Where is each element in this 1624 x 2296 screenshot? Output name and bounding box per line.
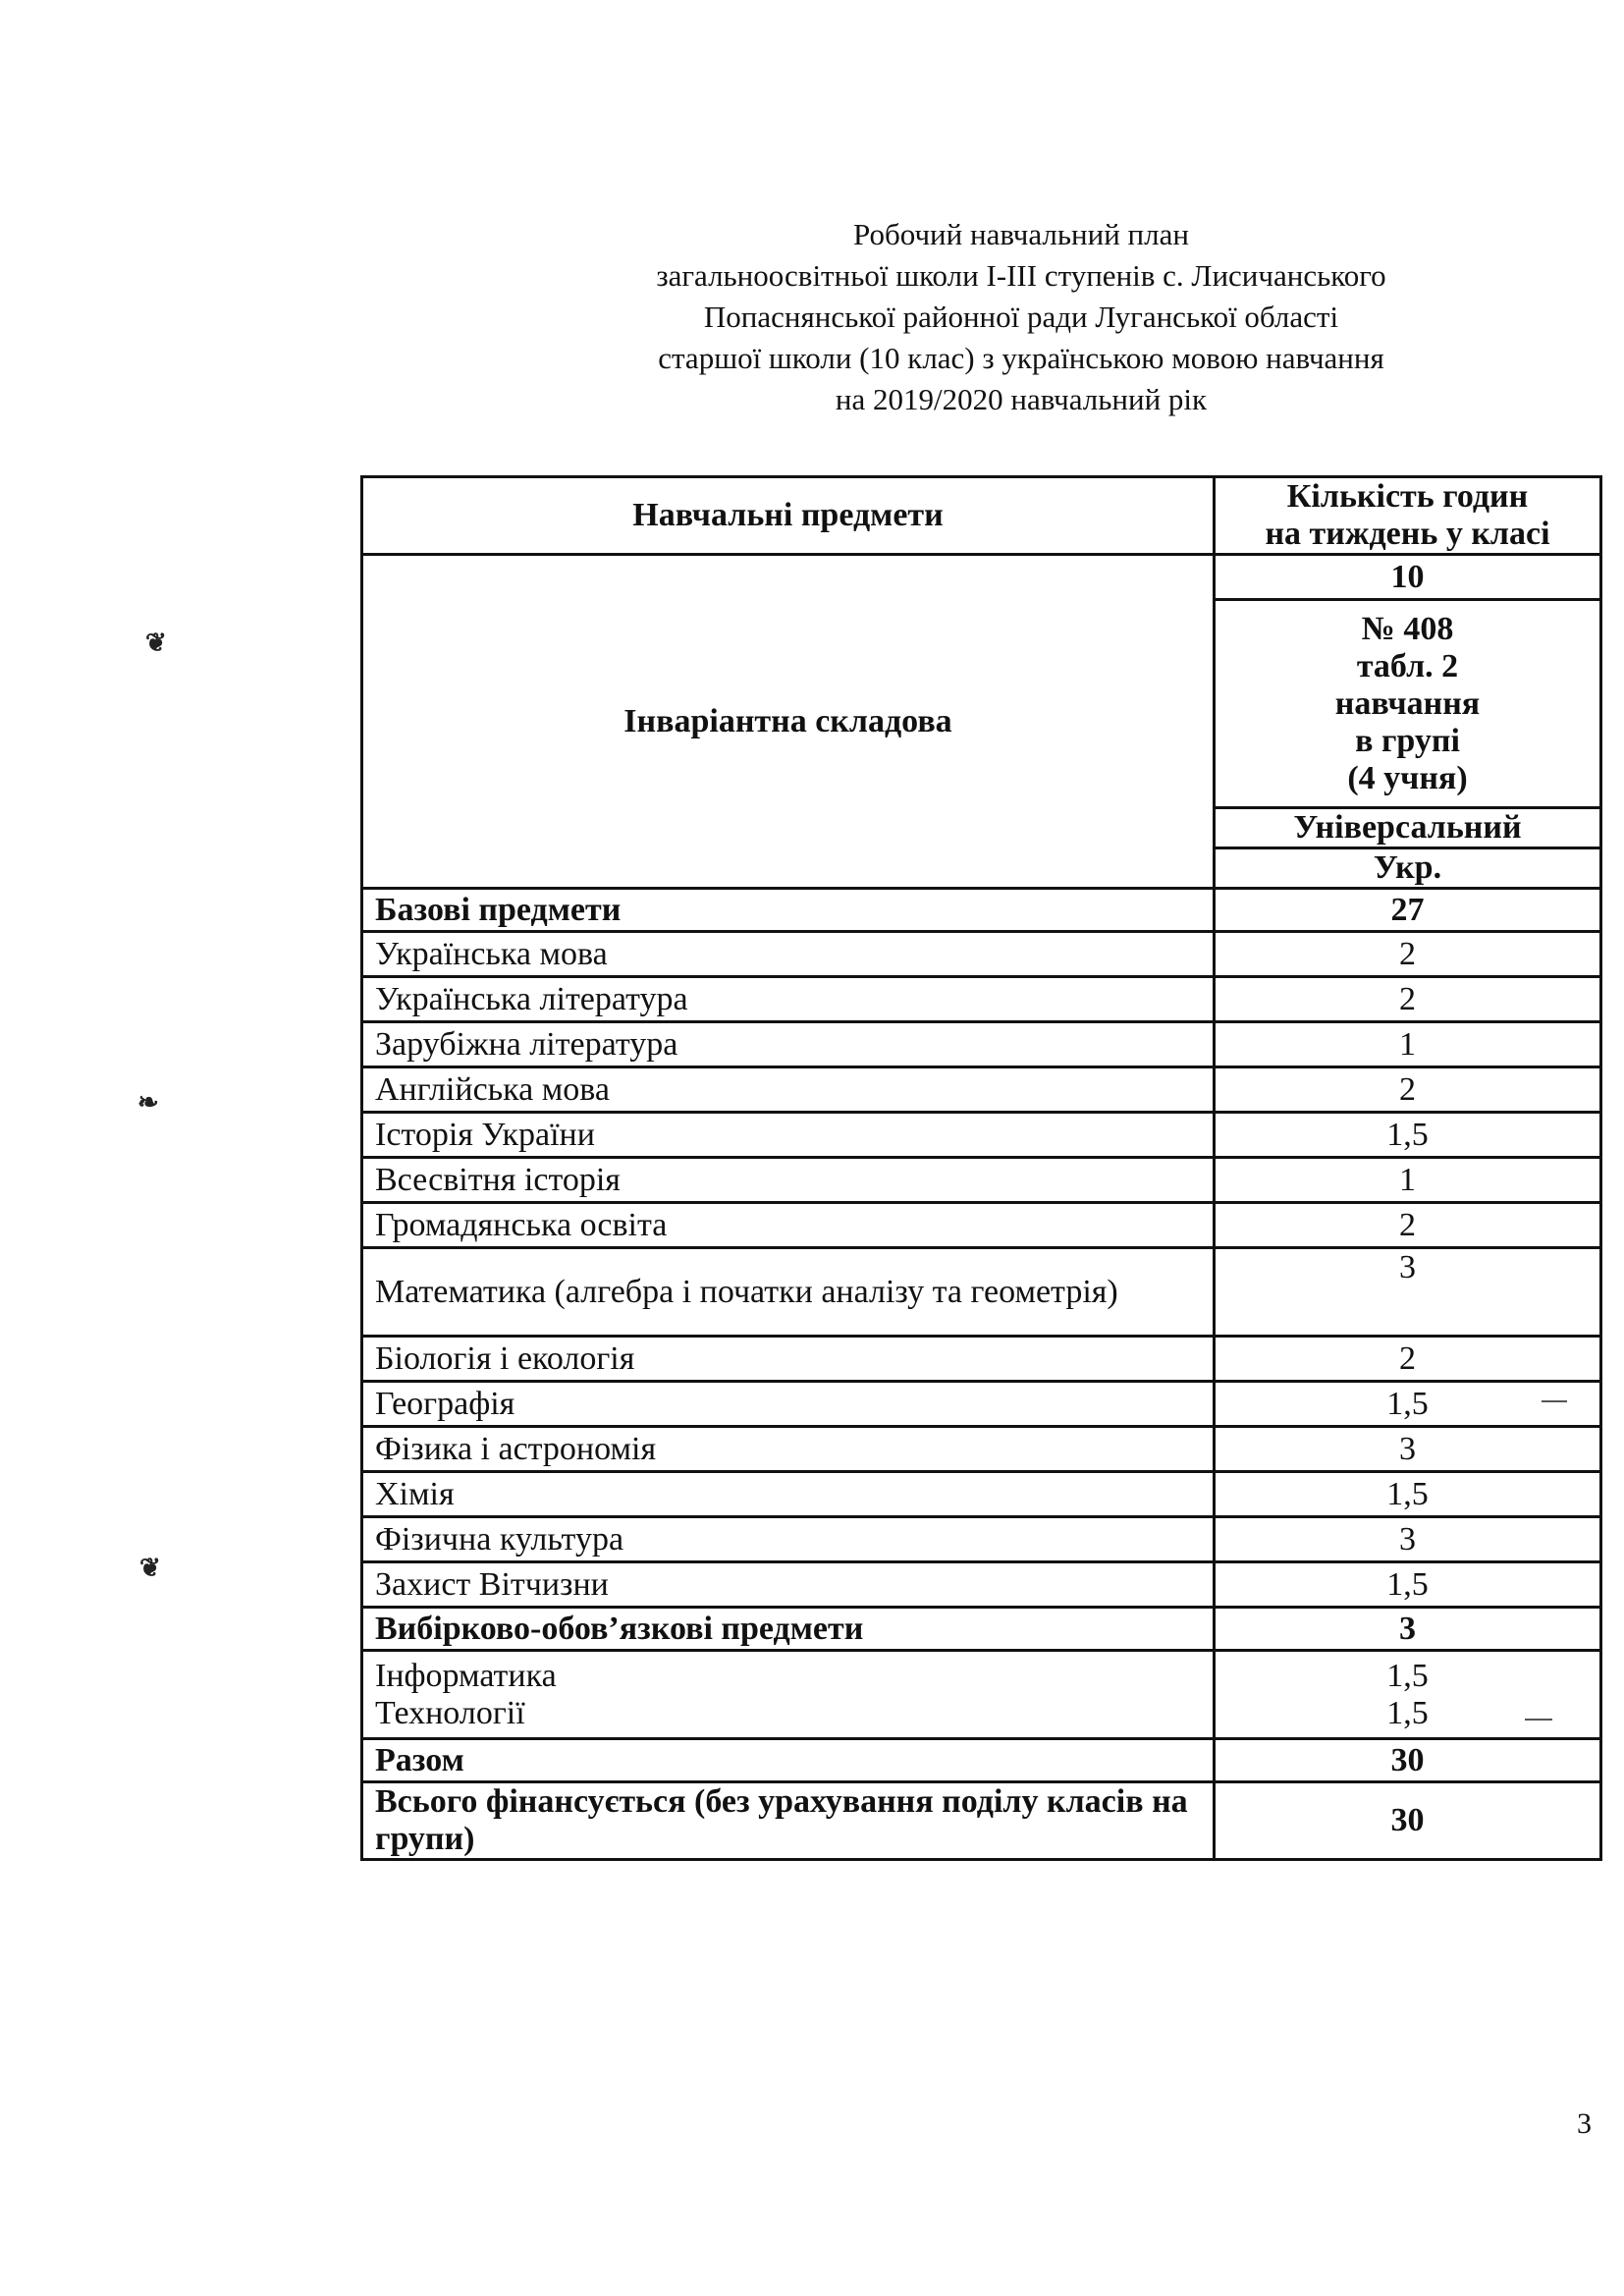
subject-hours: 1 bbox=[1215, 1022, 1601, 1067]
subject-row bbox=[362, 1113, 1601, 1158]
subject-hours: 3 bbox=[1215, 1517, 1601, 1562]
elective-name-2: Технології bbox=[375, 1694, 525, 1731]
order-line-2: табл. 2 bbox=[1356, 647, 1459, 684]
header-hours-line-1: Кількість годин bbox=[1286, 478, 1529, 515]
subject-row bbox=[362, 1517, 1601, 1562]
subject-row bbox=[362, 1562, 1601, 1608]
subject-hours: 2 bbox=[1215, 1203, 1601, 1248]
subject-row bbox=[362, 932, 1601, 977]
subject-hours: 2 bbox=[1215, 1067, 1601, 1113]
elective-subjects-total: 3 bbox=[1215, 1608, 1601, 1651]
subject-hours: 3 bbox=[1215, 1427, 1601, 1472]
subject-row bbox=[362, 977, 1601, 1022]
title-line-4: старшої школи (10 клас) з українською мовою навчання bbox=[658, 341, 1384, 375]
elective-hours-1: 1,5 bbox=[1386, 1657, 1429, 1694]
subject-name: Зарубіжна література bbox=[362, 1022, 1215, 1067]
subject-hours: 1 bbox=[1215, 1158, 1601, 1203]
page-number: 3 bbox=[1577, 2107, 1592, 2140]
subject-hours: 2 bbox=[1215, 977, 1601, 1022]
subject-row bbox=[362, 1203, 1601, 1248]
title-line-2: загальноосвітньої школи І-ІІІ ступенів с. Лисичанського bbox=[656, 258, 1386, 293]
header-hours bbox=[1215, 477, 1601, 555]
title-line-3: Попаснянської районної ради Луганської області bbox=[703, 300, 1339, 334]
subject-name: Англійська мова bbox=[362, 1067, 1215, 1113]
subject-row bbox=[362, 1067, 1601, 1113]
subject-row bbox=[362, 1158, 1601, 1203]
subject-name: Українська мова bbox=[362, 932, 1215, 977]
pencil-tick bbox=[1525, 1719, 1552, 1721]
subject-name: Математика (алгебра і початки аналізу та геометрія) bbox=[362, 1248, 1215, 1337]
subject-name: Географія bbox=[362, 1382, 1215, 1427]
order-line-1: № 408 bbox=[1361, 610, 1454, 647]
elective-hours bbox=[1215, 1651, 1601, 1739]
subject-name: Історія України bbox=[362, 1113, 1215, 1158]
elective-hours-2: 1,5 bbox=[1386, 1694, 1429, 1731]
subject-name: Захист Вітчизни bbox=[362, 1562, 1215, 1608]
subject-hours: 1,5 bbox=[1215, 1562, 1601, 1608]
pencil-tick bbox=[1542, 1400, 1567, 1402]
order-info bbox=[1215, 600, 1601, 808]
subject-row bbox=[362, 1472, 1601, 1517]
grade-value: 10 bbox=[1215, 555, 1601, 600]
subject-row bbox=[362, 1382, 1601, 1427]
invariant-label: Інваріантна складова bbox=[362, 555, 1215, 889]
subject-name: Всесвітня історія bbox=[362, 1158, 1215, 1203]
scan-mark: ❦ bbox=[145, 629, 167, 657]
order-line-5: (4 учня) bbox=[1347, 759, 1468, 796]
financed-value: 30 bbox=[1215, 1782, 1601, 1860]
subject-hours: 1,5 bbox=[1215, 1472, 1601, 1517]
subject-name: Біологія і екологія bbox=[362, 1337, 1215, 1382]
subject-name: Українська література bbox=[362, 977, 1215, 1022]
order-line-4: в групі bbox=[1355, 722, 1460, 759]
subject-hours: 2 bbox=[1215, 1337, 1601, 1382]
profile-label: Універсальний bbox=[1215, 808, 1601, 848]
total-value: 30 bbox=[1215, 1739, 1601, 1782]
scan-mark: ❦ bbox=[139, 1554, 161, 1582]
title-line-5: на 2019/2020 навчальний рік bbox=[835, 382, 1208, 416]
base-subjects-label: Базові предмети bbox=[362, 889, 1215, 932]
curriculum-table bbox=[360, 475, 1602, 1861]
total-label: Разом bbox=[362, 1739, 1215, 1782]
header-hours-line-2: на тиждень у класі bbox=[1265, 516, 1550, 552]
subject-hours: 1,5 bbox=[1215, 1113, 1601, 1158]
title-line-1: Робочий навчальний план bbox=[853, 217, 1189, 251]
header-subjects: Навчальні предмети bbox=[362, 477, 1215, 555]
subject-name: Фізична культура bbox=[362, 1517, 1215, 1562]
subject-hours: 2 bbox=[1215, 932, 1601, 977]
document-title bbox=[550, 214, 1492, 420]
elective-name-1: Інформатика bbox=[375, 1657, 557, 1694]
scan-mark: ❧ bbox=[137, 1088, 159, 1117]
order-line-3: навчання bbox=[1334, 684, 1481, 722]
subject-row bbox=[362, 1022, 1601, 1067]
language-label: Укр. bbox=[1215, 848, 1601, 889]
base-subject-rows bbox=[362, 932, 1601, 1608]
subject-name: Громадянська освіта bbox=[362, 1203, 1215, 1248]
elective-names bbox=[362, 1651, 1215, 1739]
subject-hours: 1,5 bbox=[1215, 1382, 1601, 1427]
elective-subjects-label: Вибірково-обов’язкові предмети bbox=[362, 1608, 1215, 1651]
subject-name: Фізика і астрономія bbox=[362, 1427, 1215, 1472]
base-subjects-total: 27 bbox=[1215, 889, 1601, 932]
subject-row bbox=[362, 1427, 1601, 1472]
subject-row bbox=[362, 1337, 1601, 1382]
subject-row bbox=[362, 1248, 1601, 1337]
subject-name: Хімія bbox=[362, 1472, 1215, 1517]
subject-hours: 3 bbox=[1215, 1248, 1601, 1337]
financed-label: Всього фінансується (без урахування поділу класів на групи) bbox=[362, 1782, 1215, 1860]
